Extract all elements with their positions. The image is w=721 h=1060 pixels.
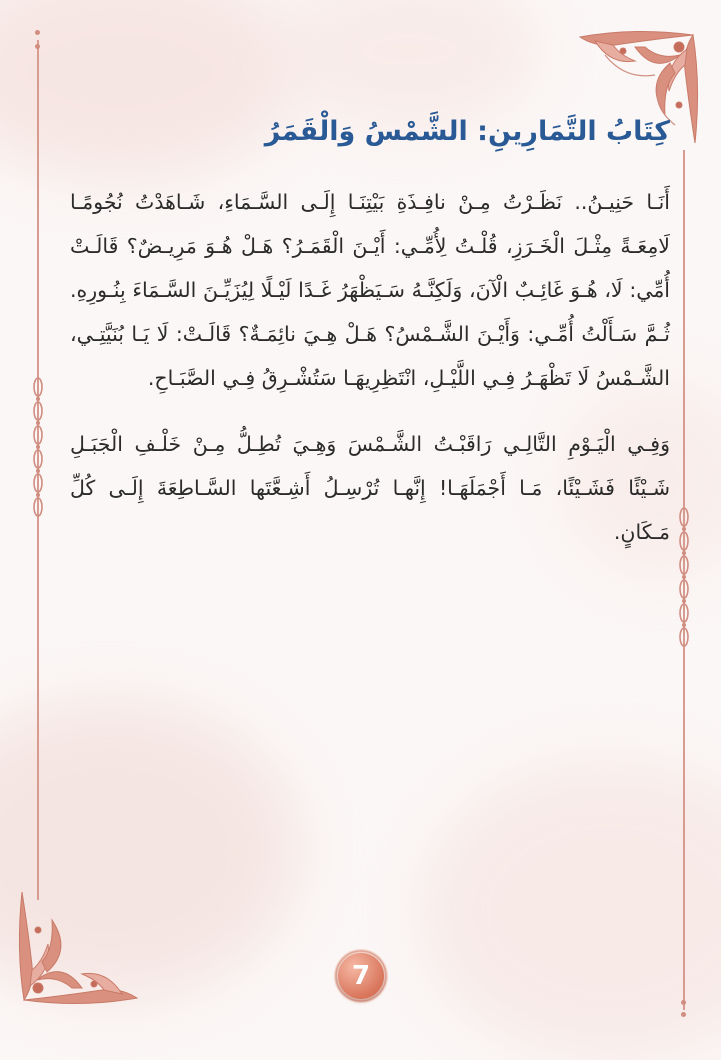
frame-dot — [35, 44, 40, 49]
page-number-badge — [333, 948, 389, 1004]
watercolor-wash — [420, 760, 721, 1060]
frame-dot — [35, 30, 40, 35]
frame-dot — [681, 1012, 686, 1017]
story-paragraph-1: أَنَـا حَنِيـنُ.. نَظَـرْتُ مِـنْ نافِـذَةِ بَيْتِنَـا إِلَـى السَّـمَاءِ، شَـاهَدْتُ نُجُومًـا لَامِعَـةً مِثْـلَ الْخَـرَزِ، قُلْـتُ لِأُمِّـي: أَيْـنَ الْقَمَـرُ؟ هَـلْ هُـوَ مَرِيـضٌ؟ قَالَـتْ أُمِّي: لَا، هُـوَ غَائِـبٌ الْآنَ، وَلَكِنَّـهُ سَـيَظْهَرُ غَـدًا لَيْـلًا لِيُزَيِّـنَ السَّـمَاءَ بِنُـورِهِ. ثُـمَّ سَـأَلْتُ أُمِّـي: وَأَيْـنَ الشَّـمْسُ؟ هَـلْ هِـيَ نائِمَـةٌ؟ قَالَـتْ: لَا يَـا بُنَيَّتِـي، الشَّـمْسُ لَا تَظْهَـرُ فِـي اللَّيْـلِ، انْتَظِرِيهَـا سَتُشْـرِقُ فِـي الصَّبَـاحِ. — [70, 190, 670, 390]
page-title: كِتَابُ التَّمَارِينِ: الشَّمْسُ وَالْقَمَرُ — [264, 116, 670, 147]
chain-ornament-icon — [677, 505, 691, 655]
chain-ornament-icon — [31, 375, 45, 525]
page-number: 7 — [338, 953, 384, 999]
page-content — [70, 110, 670, 554]
story-paragraph-2: وَفِـي الْيَـوْمِ التَّالِـي رَاقَبْـتُ الشَّـمْسَ وَهِـيَ تُطِـلُّ مِـنْ خَلْـفِ الْجَبَـلِ شَـيْئًا فَشَـيْئًا، مَـا أَجْمَلَهَـا! إِنَّهـا تُرْسِـلُ أَشِـعَّتَها السَّـاطِعَةَ إِلَـى كُلِّ مَـكَانٍ. — [70, 432, 670, 544]
floral-corner-icon — [12, 880, 142, 1010]
frame-dot — [681, 1000, 686, 1005]
